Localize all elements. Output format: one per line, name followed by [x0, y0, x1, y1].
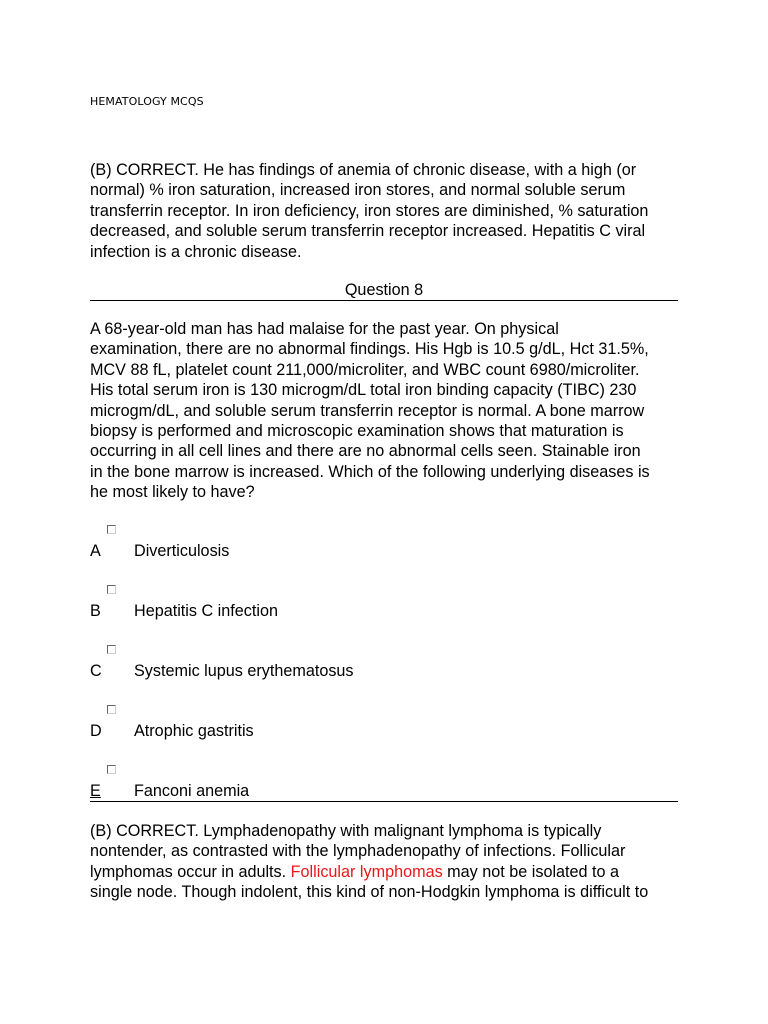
question-stem: A 68-year-old man has had malaise for the past year. On physical examination, there are no abnormal findings. His Hgb is 10.5 g/dL, Hct 31.5%, MCV 88 fL, platelet count 211,000/microliter, and WBC count 6980/microliter. His total serum iron is 130 microgm/dL total iron binding capacity (TIBC) 230 microgm/dL, and soluble serum transferrin receptor is normal. A bone marrow biopsy is performed and microscopic examination shows that maturation is occurring in all cell lines and there are no abnormal cells seen. Stainable iron in the bone marrow is increased. Which of the following underlying diseases is he most likely to have? — [90, 320, 650, 502]
page-header: HEMATOLOGY MCQS — [90, 95, 204, 108]
explanation-text: may not be isolated to a single node. Though indolent, this kind of non-Hodgkin lymphoma is difficult to — [90, 862, 649, 902]
option-letter: C — [90, 662, 102, 680]
option-text: Hepatitis C infection — [134, 602, 278, 620]
option-text: Diverticulosis — [134, 542, 230, 560]
checkbox[interactable] — [107, 645, 116, 654]
option-text: Systemic lupus erythematosus — [134, 662, 354, 680]
checkbox[interactable] — [107, 525, 116, 534]
divider — [90, 801, 678, 802]
option-text: Fanconi anemia — [134, 782, 250, 800]
checkbox[interactable] — [107, 585, 116, 594]
checkbox[interactable] — [107, 765, 116, 774]
question-title: Question 8 — [344, 281, 424, 299]
option-letter: B — [90, 602, 101, 620]
option-c[interactable] — [90, 645, 678, 705]
option-letter: E — [90, 782, 101, 800]
highlighted-term: Follicular lymphomas — [290, 862, 443, 881]
option-a[interactable] — [90, 525, 678, 585]
option-letter: D — [90, 722, 102, 740]
option-b[interactable] — [90, 585, 678, 645]
option-letter: A — [90, 542, 101, 560]
option-d[interactable] — [90, 705, 678, 765]
next-answer-explanation — [90, 821, 690, 903]
previous-answer-explanation: (B) CORRECT. He has findings of anemia of chronic disease, with a high (or normal) % iron saturation, increased iron stores, and normal soluble serum transferrin receptor. In iron deficiency, iron stores are diminished, % saturation decreased, and soluble serum transferrin receptor increased. Hepatitis C viral infection is a chronic disease. — [90, 161, 649, 261]
option-text: Atrophic gastritis — [134, 722, 254, 740]
explanation-text: (B) CORRECT. Lymphadenopathy with malignant lymphoma is typically nontender, as contrasted with the lymphadenopathy of infections. Follicular lymphomas occur in adults. — [90, 822, 626, 881]
divider — [90, 300, 678, 301]
checkbox[interactable] — [107, 705, 116, 714]
option-e[interactable] — [90, 765, 678, 825]
